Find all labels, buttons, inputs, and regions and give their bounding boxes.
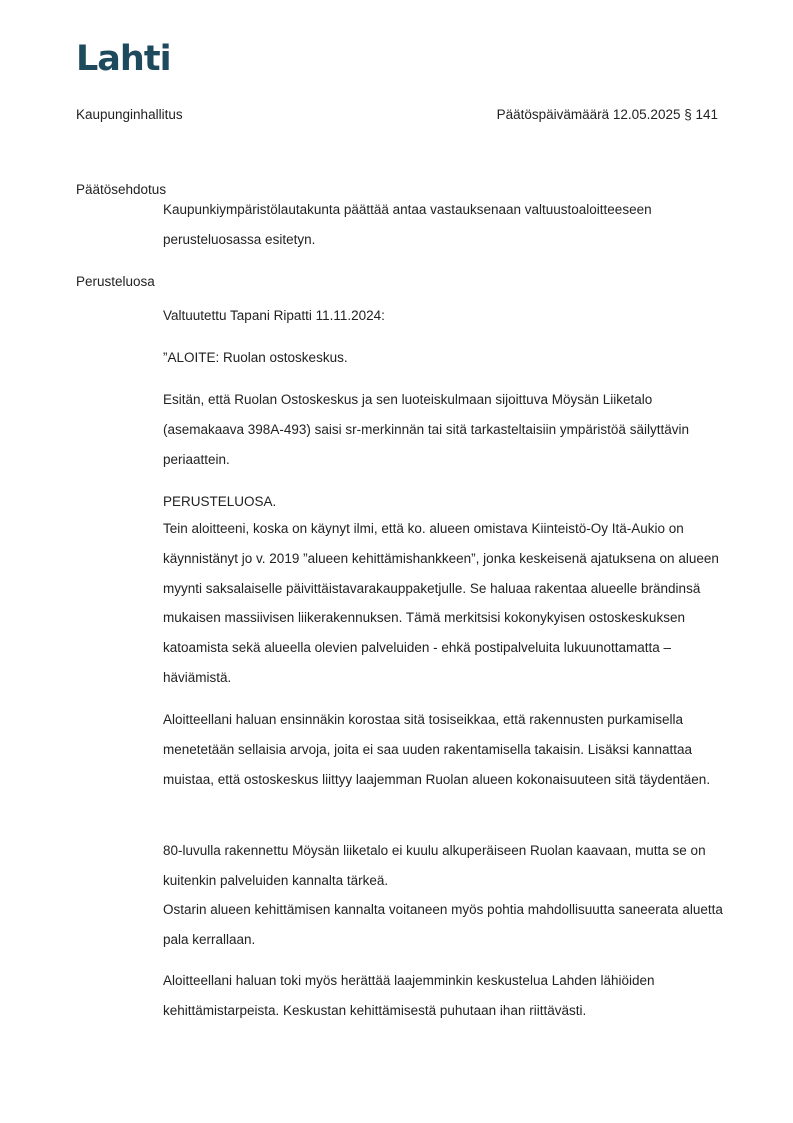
decision-date: Päätöspäivämäärä 12.05.2025 § 141 (496, 107, 718, 122)
paragraph-2: ”ALOITE: Ruolan ostoskeskus. (163, 350, 348, 365)
proposal-label: Päätösehdotus (76, 182, 167, 197)
organ-name: Kaupunginhallitus (76, 107, 183, 122)
paragraph-9: Aloitteellani haluan toki myös herättää laajemminkin keskustelua Lahden lähiöiden kehittämistarpeista. Keskustan kehittämisestä puhutaan ihan riittävästi. (163, 973, 655, 1018)
proposal-paragraph: Kaupunkiympäristölautakunta päättää antaa vastauksenaan valtuustoaloitteeseen perusteluosassa esitetyn. (163, 202, 652, 247)
proposal-text (163, 195, 723, 255)
lahti-logo: Lahti (76, 39, 171, 79)
paragraph-5: Tein aloitteeni, koska on käynyt ilmi, että ko. alueen omistava Kiinteistö-Oy Itä-Aukio on käynnistänyt jo v. 2019 ”alueen kehittämishankkeen”, jonka keskeisenä ajatuksena on alueen myynti saksalaiselle päivittäistavarakauppaketjulle. Se haluaa rakentaa alueelle brändinsä mukaisen massiivisen liikerakennuksen. Tämä merkitsisi kokonykyisen ostoskeskuksen katoamista sekä alueella olevien palveluiden - ehkä postipalveluita lukuunottamatta – häviämistä. (163, 521, 719, 685)
paragraph-6: Aloitteellani haluan ensinnäkin korostaa sitä tosiseikkaa, että rakennusten purkamisella menetetään sellaisia arvoja, joita ei saa uuden rakentamisella takaisin. Lisäksi kannattaa muistaa, että ostoskeskus liittyy laajemman Ruolan alueen kokonaisuuteen sitä täydentäen. (163, 712, 711, 787)
paragraph-3: Esitän, että Ruolan Ostoskeskus ja sen luoteiskulmaan sijoittuva Möysän Liiketalo (asemakaava 398A-493) saisi sr-merkinnän tai sitä tarkasteltaisiin ympäristöä säilyttävin periaattein. (163, 392, 689, 467)
paragraph-8: Ostarin alueen kehittämisen kannalta voitaneen myös pohtia mahdollisuutta saneerata aluetta pala kerrallaan. (163, 902, 723, 947)
rationale-label: Perusteluosa (76, 274, 155, 289)
paragraph-4: PERUSTELUOSA. (163, 494, 277, 509)
paragraph-1: Valtuutettu Tapani Ripatti 11.11.2024: (163, 308, 385, 323)
paragraph-7: 80-luvulla rakennettu Möysän liiketalo ei kuulu alkuperäiseen Ruolan kaavaan, mutta se on kuitenkin palveluiden kannalta tärkeä. (163, 843, 706, 888)
